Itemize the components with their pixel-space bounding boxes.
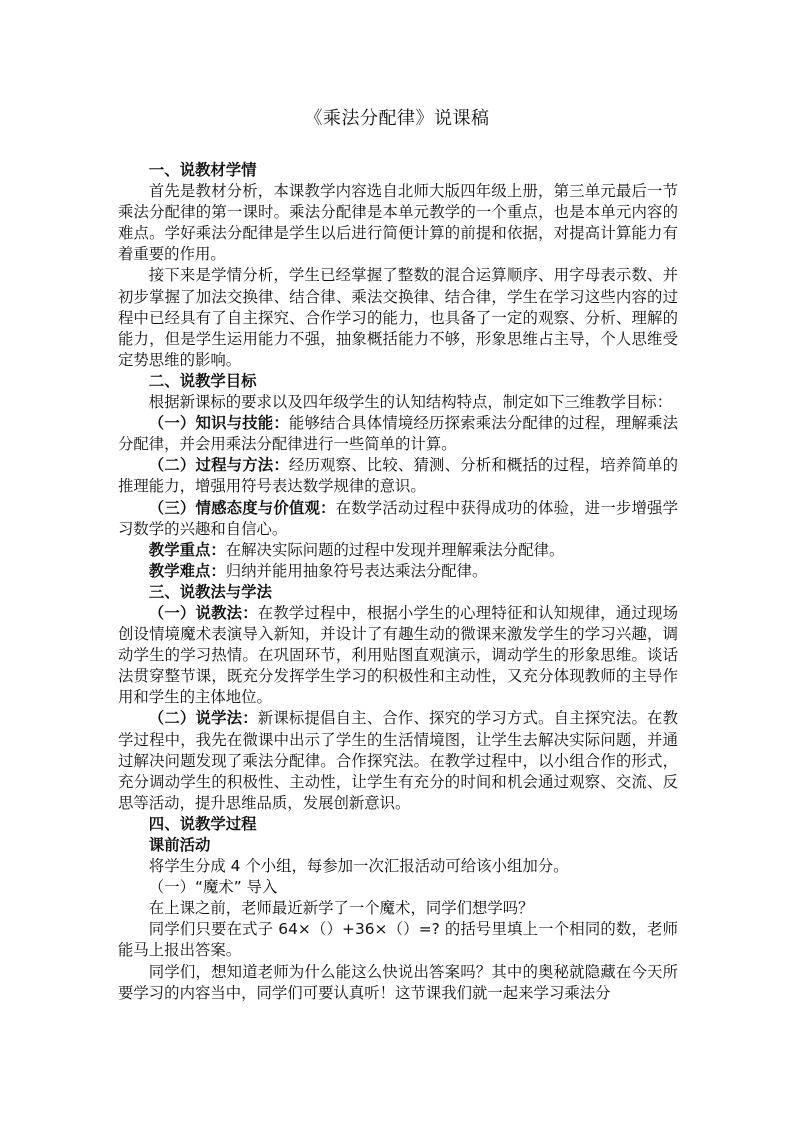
paragraph-difficult-point bbox=[118, 561, 678, 582]
document-body bbox=[118, 160, 678, 1004]
section-heading-1: 一、说教材学情 bbox=[148, 161, 257, 179]
goal-process-text: 经历观察、比较、猜测、分析和概括的过程，培养简单的推理能力，增强用符号表达数学规律的意识。 bbox=[118, 456, 678, 496]
goal-attitude-label: （三）情感态度与价值观： bbox=[148, 498, 336, 517]
learning-method-label: （二）说学法： bbox=[148, 709, 258, 728]
paragraph-intro-1: 在上课之前，老师最近新学了一个魔术，同学们想学吗？ bbox=[148, 899, 534, 918]
paragraph-learning-method bbox=[118, 708, 678, 813]
paragraph-goal-process bbox=[118, 455, 678, 497]
paragraph-goals-intro: 根据新课标的要求以及四年级学生的认知结构特点，制定如下三维教学目标： bbox=[148, 393, 673, 412]
goal-process-label: （二）过程与方法： bbox=[148, 456, 289, 475]
key-point-text: 在解决实际问题的过程中发现并理解乘法分配律。 bbox=[225, 540, 565, 559]
goal-attitude-text: 在数学活动过程中获得成功的体验，进一步增强学习数学的兴趣和自信心。 bbox=[118, 498, 678, 538]
paragraph-teaching-method bbox=[118, 603, 678, 708]
subheading-magic-intro: （一）“魔术” 导入 bbox=[148, 878, 278, 897]
difficult-point-label: 教学难点： bbox=[148, 561, 226, 580]
goal-knowledge-label: （一）知识与技能： bbox=[148, 414, 289, 433]
teaching-method-label: （一）说教法： bbox=[148, 603, 258, 622]
paragraph-key-point bbox=[118, 540, 678, 561]
difficult-point-text: 归纳并能用抽象符号表达乘法分配律。 bbox=[225, 561, 488, 580]
paragraph-intro-2: 同学们只要在式子 64×（）+36×（）=? 的括号里填上一个相同的数，老师能马上报出答案。 bbox=[118, 920, 678, 960]
paragraph-textbook-analysis: 首先是教材分析，本课教学内容选自北师大版四年级上册，第三单元最后一节乘法分配律的第一课时。乘法分配律是本单元教学的一个重点，也是本单元内容的难点。学好乘法分配律是学生以后进行简便计算的前提和依据，对提高计算能力有着重要的作用。 bbox=[118, 182, 678, 264]
paragraph-intro-3: 同学们，想知道老师为什么能这么快说出答案吗？其中的奥秘就隐藏在今天所要学习的内容当中，同学们可要认真听！这节课我们就一起来学习乘法分 bbox=[118, 962, 678, 1002]
goal-knowledge-text: 能够结合具体情境经历探索乘法分配律的过程，理解乘法分配律，并会用乘法分配律进行一些简单的计算。 bbox=[118, 414, 678, 454]
subheading-pre-class: 课前活动 bbox=[148, 836, 211, 854]
paragraph-student-analysis: 接下来是学情分析，学生已经掌握了整数的混合运算顺序、用字母表示数、并初步掌握了加法交换律、结合律、乘法交换律、结合律，学生在学习这些内容的过程中已经具有了自主探究、合作学习的能力，也具备了一定的观察、分析、理解的能力，但是学生运用能力不强，抽象概括能力不够，形象思维占主导，个人思维受定势思维的影响。 bbox=[118, 266, 678, 369]
section-heading-4: 四、说教学过程 bbox=[148, 814, 257, 833]
teaching-method-text: 在教学过程中，根据小学生的心理特征和认知规律，通过现场创设情境魔术表演导入新知，并设计了有趣生动的微课来激发学生的学习兴趣，调动学生的学习热情。在巩固环节，利用贴图直观演示，调动学生的形象思维。谈话法贯穿整节课，既充分发挥学生学习的积极性和主动性，又充分体现教师的主导作用和学生的主体地位。 bbox=[118, 603, 678, 707]
learning-method-text: 新课标提倡自主、合作、探究的学习方式。自主探究法。在教学过程中，我先在微课中出示了学生的生活情境图，让学生去解决实际问题，并通过解决问题发现了乘法分配律。合作探究法。在教学过程中，以小组合作的形式，充分调动学生的积极性、主动性，让学生有充分的时间和机会通过观察、交流、反思等活动，提升思维品质，发展创新意识。 bbox=[118, 709, 678, 812]
paragraph-goal-attitude bbox=[118, 498, 678, 540]
paragraph-pre-class: 将学生分成 4 个小组，每参加一次汇报活动可给该小组加分。 bbox=[148, 857, 569, 876]
section-heading-3: 三、说教法与学法 bbox=[148, 582, 272, 601]
paragraph-goal-knowledge bbox=[118, 413, 678, 455]
section-heading-2: 二、说教学目标 bbox=[148, 371, 257, 390]
document-title: 《乘法分配律》说课稿 bbox=[304, 108, 490, 129]
key-point-label: 教学重点： bbox=[148, 540, 226, 559]
